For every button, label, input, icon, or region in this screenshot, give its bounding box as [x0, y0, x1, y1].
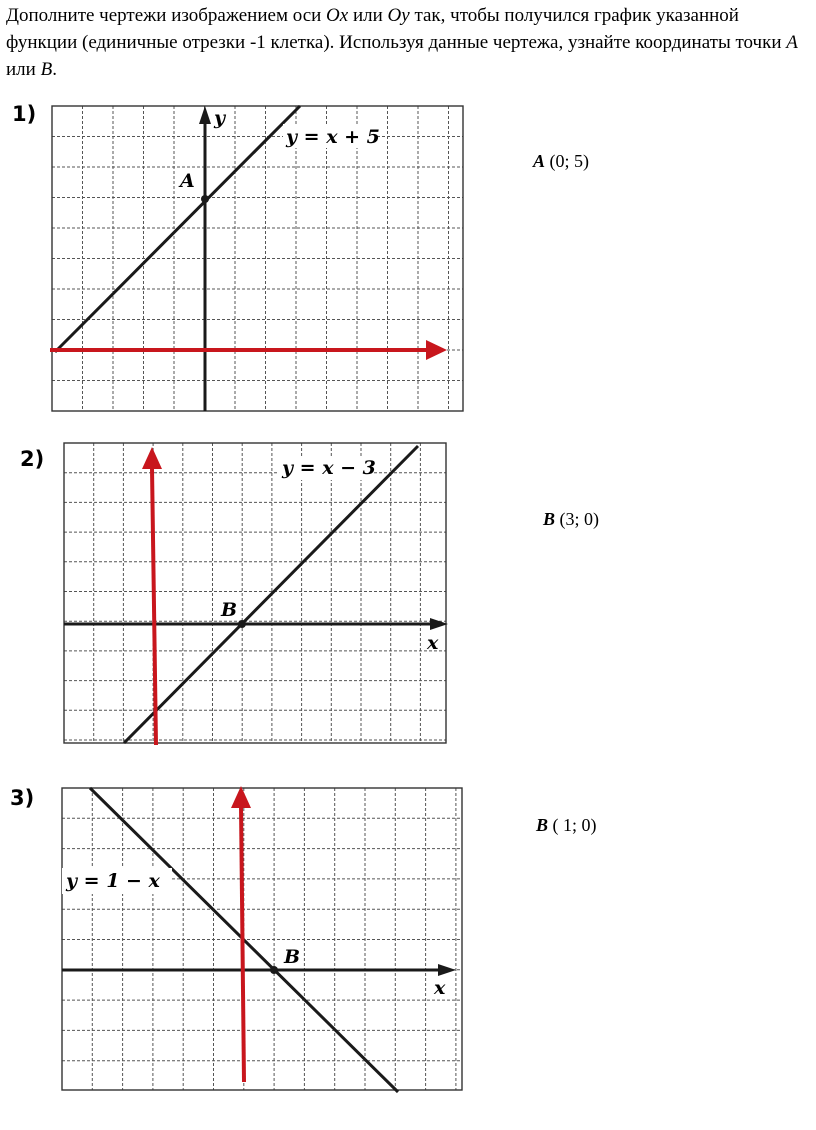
task-2-function-line: [124, 446, 418, 743]
task-1-drawn-axis-arrow-icon: [426, 340, 447, 360]
task-1-y-axis-label: y: [214, 107, 226, 129]
task-2-frame: [64, 443, 446, 743]
task-1-answer: A (0; 5): [533, 151, 590, 171]
task-2-grid: [64, 443, 446, 743]
task-3-point-label: B: [284, 946, 301, 968]
task-1-chart: [50, 100, 470, 415]
task-1-grid: [52, 106, 463, 411]
task-3-x-axis-arrow-icon: [438, 964, 456, 976]
task-2-number: 2): [20, 447, 45, 471]
task-3-grid: [62, 788, 462, 1090]
task-3-drawn-y-axis: [241, 806, 244, 1082]
task-3-drawn-axis-arrow-icon: [231, 786, 251, 808]
task-3-chart: [55, 780, 475, 1095]
task-2-chart: [60, 440, 460, 750]
task-1-point-label: A: [180, 170, 195, 192]
task-2-function-label: y = x − 3: [282, 457, 376, 479]
task-1-number: 1): [12, 102, 37, 126]
task-2-point-b: [238, 620, 246, 628]
task-2-drawn-axis-arrow-icon: [142, 447, 162, 469]
task-2-point-label: B: [221, 599, 238, 621]
task-1-point-a: [201, 195, 209, 203]
task-3-x-axis-label: x: [434, 977, 446, 999]
task-3-function-label: y = 1 − x: [66, 870, 160, 892]
task-2-x-axis-label: x: [427, 632, 439, 654]
task-2-answer: B (3; 0): [543, 509, 600, 529]
task-3-number: 3): [10, 786, 35, 810]
task-3-answer: B ( 1; 0): [536, 815, 597, 835]
task-3-point-b: [270, 966, 278, 974]
task-instructions: Дополните чертежи изображением оси Ox или Oy так, чтобы получился график указанной функции (единичные отрезки -1 клетка). Используя данные чертежа, узнайте координаты точки A или B.: [6, 5, 798, 80]
task-1-function-line: [55, 106, 300, 352]
task-2-x-axis-arrow-icon: [430, 618, 448, 630]
task-1-function-label: y = x + 5: [286, 126, 380, 148]
task-1-y-axis-arrow-icon: [199, 106, 211, 124]
